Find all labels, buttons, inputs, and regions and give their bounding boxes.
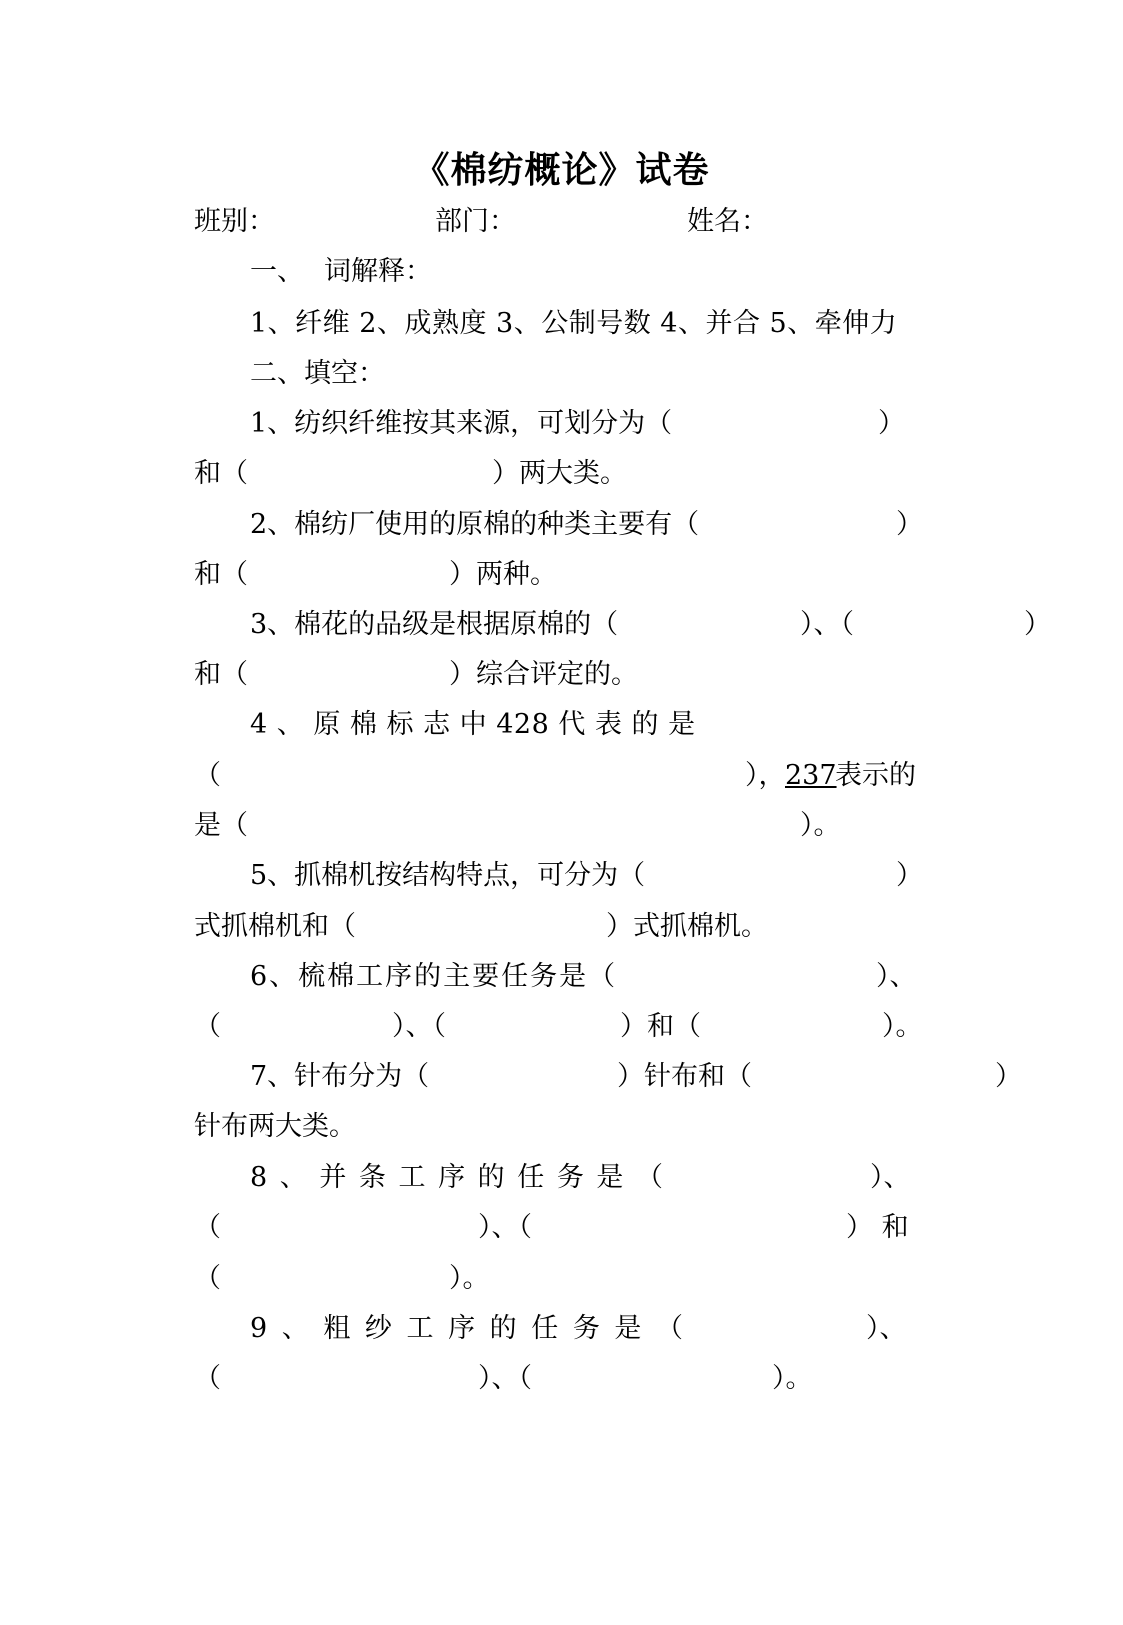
q9-blank2-open: （ <box>194 1363 221 1394</box>
exam-title: 《棉纺概论》试卷 <box>413 150 710 191</box>
q8-end: ）。 <box>449 1263 490 1294</box>
section1-terms: 1、纤维 2、成熟度 3、公制号数 4、并合 5、牵伸力 <box>250 308 898 339</box>
q6-and: ）和（ <box>620 1011 701 1042</box>
q1-text: 1、纺织纤维按其来源，可划分为（ <box>250 408 673 439</box>
q3-end: ）综合评定的。 <box>449 659 638 690</box>
q2-text: 2、棉纺厂使用的原棉的种类主要有（ <box>250 509 700 540</box>
q6-text: 6、梳棉工序的主要任务是（ <box>250 961 618 992</box>
q1-end: ）两大类。 <box>492 458 627 489</box>
q9-separator: ）、（ <box>478 1363 532 1394</box>
q1-blank1-close: ） <box>878 408 905 439</box>
section2-heading: 二、填空： <box>250 358 385 389</box>
q3-and: 和（ <box>194 659 248 690</box>
q2-blank1-close: ） <box>896 509 923 540</box>
q8-separator: ）、（ <box>478 1212 532 1243</box>
q2-and: 和（ <box>194 559 248 590</box>
q4-end: ）。 <box>800 810 841 841</box>
section1-heading: 词解释： <box>324 256 432 287</box>
q4-is: 是（ <box>194 810 248 841</box>
q6-end: ）。 <box>882 1011 923 1042</box>
q2-end: ）两种。 <box>449 559 557 590</box>
q7-and: ）针布和（ <box>617 1061 752 1092</box>
q9-end: ）。 <box>772 1363 813 1394</box>
name-label: 姓名： <box>687 206 768 237</box>
q7-end: 针布两大类。 <box>194 1111 356 1142</box>
q4-code-237: 237 <box>785 760 837 791</box>
q3-text: 3、棉花的品级是根据原棉的（ <box>250 609 619 640</box>
q8-blank2-open: （ <box>194 1212 221 1243</box>
q9-text: 9 、 粗 纱 工 序 的 任 务 是 （ <box>250 1313 687 1344</box>
q5-type1: 式抓棉机和（ <box>194 911 356 942</box>
q4-blank1-open: （ <box>194 760 221 791</box>
q5-end: ）式抓棉机。 <box>606 911 768 942</box>
q4-text: 4 、 原 棉 标 志 中 428 代 表 的 是 <box>250 709 696 740</box>
q5-text: 5、抓棉机按结构特点，可分为（ <box>250 860 646 891</box>
q6-blank2-open: （ <box>194 1011 221 1042</box>
q7-text: 7、针布分为（ <box>250 1061 430 1092</box>
class-label: 班别： <box>194 206 275 237</box>
q6-separator: ）、（ <box>392 1011 446 1042</box>
q4-means: 表示的 <box>835 760 916 791</box>
q5-blank1-close: ） <box>896 860 923 891</box>
q8-and: ） 和 <box>846 1212 909 1243</box>
dept-label: 部门： <box>435 206 516 237</box>
q6-blank1-close: ）、 <box>876 961 917 992</box>
q4-blank1-close: ）， <box>745 760 786 791</box>
section1-number: 一、 <box>250 256 304 287</box>
q8-blank1-close: ）、 <box>870 1162 911 1193</box>
q9-blank1-close: ）、 <box>866 1313 907 1344</box>
q3-blank2-close: ） <box>1024 609 1051 640</box>
q3-separator: ）、（ <box>800 609 854 640</box>
q7-blank2-close: ） <box>995 1061 1022 1092</box>
q8-blank4-open: （ <box>194 1263 221 1294</box>
q8-text: 8 、 并 条 工 序 的 任 务 是 （ <box>250 1162 666 1193</box>
q1-and: 和（ <box>194 458 248 489</box>
